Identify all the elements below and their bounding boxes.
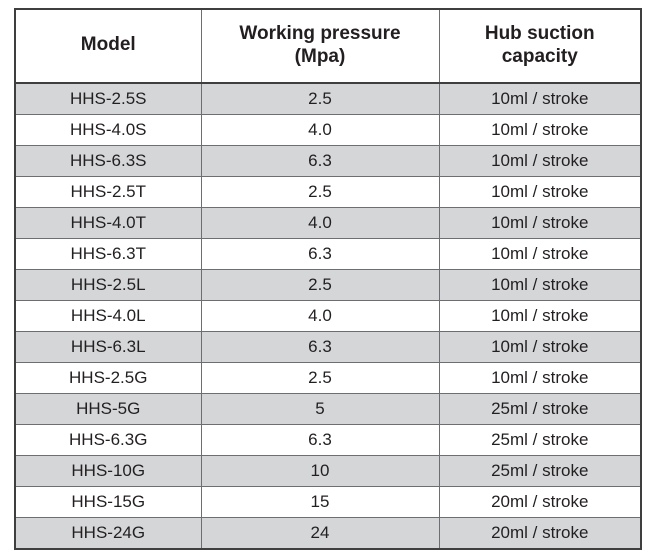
cell-working-pressure: 2.5: [201, 270, 439, 301]
cell-model: HHS-5G: [15, 394, 201, 425]
cell-hub-suction-capacity: 25ml / stroke: [439, 425, 641, 456]
cell-working-pressure: 10: [201, 456, 439, 487]
cell-working-pressure: 4.0: [201, 301, 439, 332]
cell-hub-suction-capacity: 10ml / stroke: [439, 301, 641, 332]
cell-hub-suction-capacity: 10ml / stroke: [439, 208, 641, 239]
cell-working-pressure: 6.3: [201, 425, 439, 456]
table-row: [15, 146, 641, 177]
cell-hub-suction-capacity: 10ml / stroke: [439, 177, 641, 208]
table-row: [15, 270, 641, 301]
table-header: [15, 9, 641, 83]
cell-working-pressure: 6.3: [201, 146, 439, 177]
cell-model: HHS-10G: [15, 456, 201, 487]
table-row: [15, 456, 641, 487]
cell-model: HHS-2.5L: [15, 270, 201, 301]
cell-hub-suction-capacity: 10ml / stroke: [439, 83, 641, 115]
cell-model: HHS-2.5T: [15, 177, 201, 208]
cell-hub-suction-capacity: 10ml / stroke: [439, 270, 641, 301]
cell-model: HHS-6.3L: [15, 332, 201, 363]
column-header-hub-suction-capacity-line1: Hub suction: [484, 22, 595, 44]
table-row: [15, 301, 641, 332]
specification-table: [14, 8, 642, 550]
cell-hub-suction-capacity: 10ml / stroke: [439, 146, 641, 177]
table-row: [15, 83, 641, 115]
cell-model: HHS-4.0L: [15, 301, 201, 332]
cell-model: HHS-4.0S: [15, 115, 201, 146]
cell-working-pressure: 15: [201, 487, 439, 518]
cell-working-pressure: 6.3: [201, 239, 439, 270]
table-body: [15, 83, 641, 549]
table-row: [15, 518, 641, 550]
cell-model: HHS-6.3S: [15, 146, 201, 177]
column-header-hub-suction-capacity: [439, 9, 641, 83]
cell-hub-suction-capacity: 25ml / stroke: [439, 394, 641, 425]
column-header-working-pressure: [201, 9, 439, 83]
cell-model: HHS-6.3G: [15, 425, 201, 456]
table-row: [15, 332, 641, 363]
cell-working-pressure: 2.5: [201, 83, 439, 115]
cell-hub-suction-capacity: 10ml / stroke: [439, 363, 641, 394]
table-row: [15, 208, 641, 239]
cell-model: HHS-2.5S: [15, 83, 201, 115]
cell-working-pressure: 5: [201, 394, 439, 425]
cell-hub-suction-capacity: 10ml / stroke: [439, 332, 641, 363]
column-header-model: [15, 9, 201, 83]
column-header-working-pressure-line1: Working pressure: [239, 22, 401, 44]
column-header-hub-suction-capacity-line2: capacity: [501, 46, 578, 67]
cell-working-pressure: 24: [201, 518, 439, 550]
cell-hub-suction-capacity: 20ml / stroke: [439, 518, 641, 550]
table-row: [15, 239, 641, 270]
cell-working-pressure: 2.5: [201, 363, 439, 394]
cell-model: HHS-2.5G: [15, 363, 201, 394]
cell-working-pressure: 4.0: [201, 115, 439, 146]
table-row: [15, 177, 641, 208]
cell-hub-suction-capacity: 10ml / stroke: [439, 239, 641, 270]
table-header-row: [15, 9, 641, 83]
cell-hub-suction-capacity: 25ml / stroke: [439, 456, 641, 487]
table-row: [15, 115, 641, 146]
cell-working-pressure: 2.5: [201, 177, 439, 208]
cell-model: HHS-24G: [15, 518, 201, 550]
table-row: [15, 487, 641, 518]
cell-model: HHS-6.3T: [15, 239, 201, 270]
cell-hub-suction-capacity: 10ml / stroke: [439, 115, 641, 146]
cell-model: HHS-15G: [15, 487, 201, 518]
table-row: [15, 394, 641, 425]
cell-working-pressure: 6.3: [201, 332, 439, 363]
cell-model: HHS-4.0T: [15, 208, 201, 239]
table-row: [15, 363, 641, 394]
table-row: [15, 425, 641, 456]
column-header-model-label: Model: [80, 34, 136, 56]
cell-hub-suction-capacity: 20ml / stroke: [439, 487, 641, 518]
column-header-working-pressure-line2: (Mpa): [294, 46, 346, 67]
cell-working-pressure: 4.0: [201, 208, 439, 239]
